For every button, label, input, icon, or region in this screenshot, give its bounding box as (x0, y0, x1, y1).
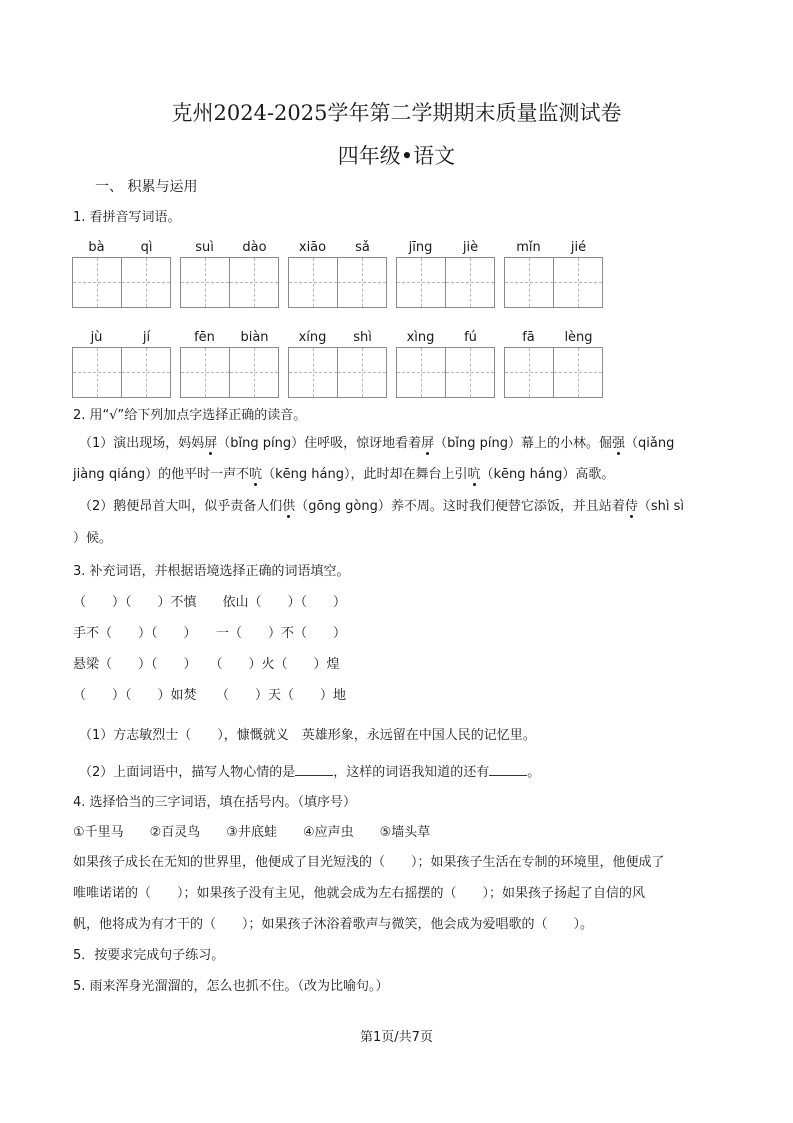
pinyin-label: xìng (406, 330, 435, 345)
pinyin-label: jīng (408, 240, 433, 255)
writing-cell[interactable] (73, 258, 121, 307)
writing-cell[interactable] (553, 348, 602, 397)
writing-cell[interactable] (553, 258, 602, 307)
dotted-character: 屏 (204, 436, 218, 451)
writing-boxes[interactable] (504, 257, 603, 308)
text-segment: （shì sì (637, 499, 684, 514)
text-segment: （1）演出现场，妈妈 (79, 436, 205, 451)
pinyin-label: xiāo (298, 240, 327, 255)
writing-boxes[interactable] (180, 347, 279, 398)
writing-cell[interactable] (289, 348, 337, 397)
question-4-paragraph-line: 帆，他将成为有才干的（ ）；如果孩子沐浴着歌声与微笑，他会成为爱唱歌的（ ）。 (73, 917, 594, 932)
section-heading: 一、 积累与运用 (95, 179, 198, 195)
text-segment: （2）鹅便昂首大叫，似乎责备人们 (79, 499, 283, 514)
writing-cell[interactable] (397, 258, 445, 307)
pinyin-label: sǎ (355, 240, 370, 255)
pinyin-label: qì (140, 240, 153, 255)
pinyin-label: biàn (240, 330, 269, 345)
pinyin-label: jié (570, 240, 587, 255)
dotted-character: 侍 (624, 499, 638, 514)
writing-boxes[interactable] (180, 257, 279, 308)
idiom-fill-row[interactable]: 手不（ ）（ ） 一（ ）不（ ） (73, 626, 347, 641)
text-segment: jiàng qiáng）的他平时一声不 (73, 467, 250, 482)
pinyin-label: dào (242, 240, 267, 255)
writing-boxes[interactable] (504, 347, 603, 398)
question-2-sentence-1 (79, 435, 674, 453)
question-1-prompt: 1. 看拼音写词语。 (73, 210, 181, 225)
pinyin-grid-row-1 (72, 240, 612, 330)
writing-boxes[interactable] (72, 347, 171, 398)
idiom-fill-row[interactable]: （ ）（ ）如焚 （ ）天（ ）地 (73, 688, 347, 703)
exam-title: 克州2024-2025学年第二学期期末质量监测试卷 (171, 101, 622, 125)
question-4-prompt: 4. 选择恰当的三字词语，填在括号内。（填序号） (73, 795, 357, 810)
dotted-character: 吭 (467, 467, 481, 482)
exam-subtitle: 四年级•语文 (337, 144, 456, 168)
pinyin-label: fú (464, 330, 477, 345)
writing-cell[interactable] (181, 348, 229, 397)
question-5-prompt: 5．按要求完成句子练习。 (73, 948, 225, 963)
pinyin-label: jí (142, 330, 151, 345)
writing-cell[interactable] (73, 348, 121, 397)
question-2-sentence-2 (79, 498, 684, 516)
writing-cell[interactable] (505, 258, 553, 307)
idiom-fill-row[interactable]: （ ）（ ）不慎 依山（ ）（ ） (73, 595, 347, 610)
question-2-prompt: 2. 用“√”给下列加点字选择正确的读音。 (73, 408, 307, 423)
text-segment: （bǐng píng）幕上的小林。倔 (434, 436, 612, 451)
pinyin-label: suì (195, 240, 214, 255)
pinyin-label: xíng (298, 330, 327, 345)
idiom-fill-row[interactable]: 悬梁（ ）（ ） （ ）火（ ）煌 (73, 657, 340, 672)
text-segment: （bǐng píng）住呼吸，惊讶地看着 (217, 436, 422, 451)
pinyin-label: shì (353, 330, 372, 345)
writing-cell[interactable] (229, 258, 278, 307)
writing-cell[interactable] (337, 258, 386, 307)
writing-boxes[interactable] (396, 347, 495, 398)
writing-cell[interactable] (289, 258, 337, 307)
question-4-options: ①千里马 ②百灵鸟 ③井底蛙 ④应声虫 ⑤墙头草 (73, 825, 431, 840)
answer-blank[interactable] (295, 762, 333, 776)
text-segment: （gōng gòng）养不周。这时我们便替它添饭，并且站着 (295, 499, 625, 514)
dotted-character: 强 (612, 436, 626, 451)
writing-cell[interactable] (121, 258, 170, 307)
writing-cell[interactable] (505, 348, 553, 397)
text-segment: （qiǎng (625, 436, 675, 451)
writing-cell[interactable] (181, 258, 229, 307)
writing-boxes[interactable] (72, 257, 171, 308)
question-2-sentence-2-cont: ）候。 (73, 531, 113, 546)
writing-boxes[interactable] (396, 257, 495, 308)
question-5-item: 5. 雨来浑身光溜溜的，怎么也抓不住。（改为比喻句。） (73, 979, 389, 994)
pinyin-label: lèng (564, 330, 593, 345)
page-number: 第1页/共7页 (360, 1030, 433, 1045)
writing-boxes[interactable] (288, 257, 387, 308)
question-3-sentence-1: （1）方志敏烈士（ ），慷慨就义 英雄形象，永远留在中国人民的记忆里。 (79, 728, 536, 743)
dotted-character: 供 (282, 499, 296, 514)
pinyin-label: fā (522, 330, 535, 345)
writing-cell[interactable] (229, 348, 278, 397)
pinyin-label: jù (90, 330, 103, 345)
pinyin-label: fēn (194, 330, 215, 345)
question-3-sentence-2 (79, 762, 540, 782)
writing-cell[interactable] (337, 348, 386, 397)
writing-cell[interactable] (445, 348, 494, 397)
question-2-sentence-1-cont (73, 466, 614, 484)
question-3-prompt: 3. 补充词语，并根据语境选择正确的词语填空。 (73, 564, 350, 579)
question-4-paragraph-line: 唯唯诺诺的（ ）；如果孩子没有主见，他就会成为左右摇摆的（ ）；如果孩子扬起了自信的风 (73, 886, 646, 901)
writing-boxes[interactable] (288, 347, 387, 398)
dotted-character: 吭 (249, 467, 263, 482)
writing-cell[interactable] (121, 348, 170, 397)
question-4-paragraph-line: 如果孩子成长在无知的世界里，他便成了目光短浅的（ ）；如果孩子生活在专制的环境里，他便成了 (73, 855, 665, 870)
answer-blank[interactable] (489, 762, 527, 776)
pinyin-label: jiè (462, 240, 479, 255)
text-segment: 。 (527, 765, 541, 780)
pinyin-label: mǐn (516, 240, 541, 255)
text-segment: （kēng háng），此时却在舞台上引 (262, 467, 468, 482)
dotted-character: 屏 (421, 436, 435, 451)
pinyin-label: bà (88, 240, 105, 255)
text-segment: （kēng háng）高歌。 (480, 467, 615, 482)
text-segment: ，这样的词语我知道的还有 (333, 765, 490, 780)
writing-cell[interactable] (445, 258, 494, 307)
text-segment: （2）上面词语中，描写人物心情的是 (79, 765, 296, 780)
writing-cell[interactable] (397, 348, 445, 397)
